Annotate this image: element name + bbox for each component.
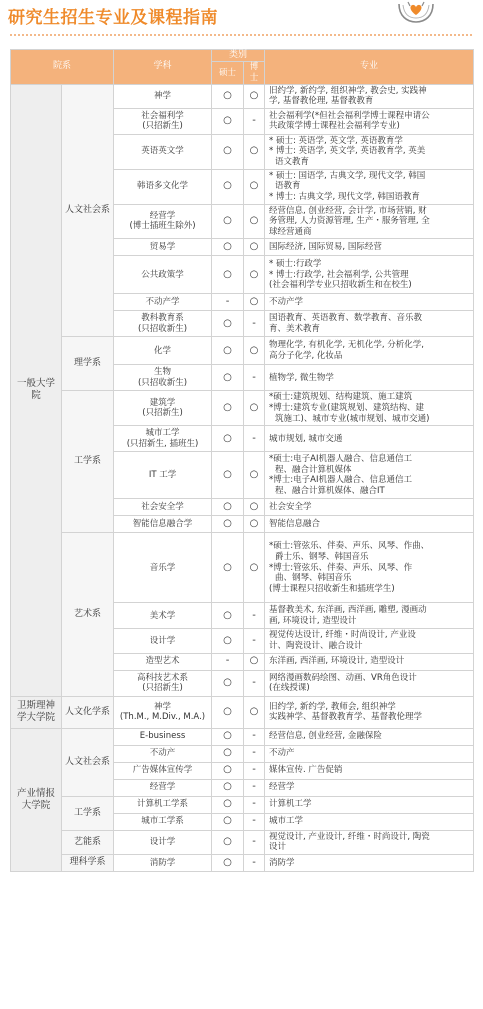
- subject-cell: [114, 796, 212, 813]
- subject-cell: [114, 452, 212, 499]
- master-mark: ○: [212, 256, 244, 294]
- doctor-mark: ○: [244, 84, 265, 108]
- major-line: * 硕士: 国语学, 古典文学, 现代文学, 韩国: [269, 170, 426, 181]
- subject-cell: [114, 108, 212, 134]
- subject-cell: [114, 533, 212, 603]
- doctor-mark: ○: [244, 204, 265, 239]
- subject-line: 教科教育系: [141, 313, 184, 324]
- major-line: (社会福利学专业只招收新生和在校生): [269, 280, 412, 291]
- major-line: 不动产: [269, 748, 295, 759]
- master-mark: ○: [212, 239, 244, 256]
- subject-line: 社会福利学: [141, 110, 184, 121]
- major-line: 社会福利学(*但社会福利学博士课程申请公: [269, 110, 430, 121]
- major-line: 计算机工学: [269, 799, 312, 810]
- master-mark: ○: [212, 169, 244, 204]
- major-line: 曲、钢琴、韩国音乐: [275, 573, 352, 584]
- table-row: [11, 533, 474, 603]
- major-line: 智能信息融合: [269, 519, 321, 530]
- major-line: *博士:管弦乐、伴奏、声乐、风琴、作: [269, 562, 413, 573]
- subject-line: 设计学: [149, 635, 176, 646]
- subject-cell: [114, 603, 212, 629]
- major-cell: [265, 256, 474, 294]
- major-cell: [265, 499, 474, 516]
- subject-cell: [114, 294, 212, 311]
- title-divider: [10, 34, 472, 36]
- subject-cell: [114, 516, 212, 533]
- master-mark: ○: [212, 696, 244, 728]
- subject-line: 美术学: [149, 610, 176, 621]
- major-line: 设计: [269, 842, 287, 853]
- subject-line: 神学: [154, 701, 172, 712]
- major-cell: [265, 603, 474, 629]
- subject-line: 社会安全学: [141, 502, 184, 513]
- subject-cell: [114, 629, 212, 653]
- subject-line: 音乐学: [149, 562, 176, 573]
- dept-cell: 人文社会系: [62, 728, 114, 796]
- master-mark: ○: [212, 779, 244, 796]
- major-cell: [265, 779, 474, 796]
- header-dept: 学科: [114, 50, 212, 85]
- major-cell: [265, 696, 474, 728]
- major-cell: [265, 533, 474, 603]
- major-cell: [265, 169, 474, 204]
- table-row: [11, 854, 474, 871]
- college-cell: 一般大学院: [11, 84, 62, 696]
- doctor-mark: ○: [244, 337, 265, 365]
- dept-cell: 艺能系: [62, 830, 114, 854]
- doctor-mark: -: [244, 603, 265, 629]
- major-cell: [265, 745, 474, 762]
- major-cell: [265, 516, 474, 533]
- major-line: 计、陶瓷设计、融合设计: [269, 641, 363, 651]
- subject-cell: [114, 391, 212, 426]
- subject-cell: [114, 337, 212, 365]
- major-line: 社会安全学: [269, 502, 312, 513]
- major-line: *博士:建筑专业(建筑规划、建筑结构、建: [269, 403, 424, 414]
- major-line: 视觉传达设计, 纤维・时尚设计, 产业设: [269, 630, 416, 641]
- subject-cell: [114, 311, 212, 337]
- doctor-mark: -: [244, 728, 265, 745]
- major-cell: [265, 629, 474, 653]
- major-line: 球经营通商: [269, 226, 312, 237]
- major-line: 高分子化学, 化妆品: [269, 350, 343, 361]
- major-line: 城市工学: [269, 816, 304, 827]
- major-line: 程、融合计算机媒体: [275, 464, 352, 475]
- major-line: * 硕士: 英语学, 英文学, 英语教育学: [269, 135, 403, 146]
- master-mark: ○: [212, 134, 244, 169]
- subject-cell: [114, 813, 212, 830]
- master-mark: ○: [212, 391, 244, 426]
- major-line: * 博士: 古典文学, 现代文学, 韩国语教育: [269, 191, 420, 202]
- subject-cell: [114, 779, 212, 796]
- subject-cell: [114, 239, 212, 256]
- subject-line: 神学: [154, 90, 172, 101]
- major-line: 城市规划, 城市交通: [269, 433, 343, 444]
- dept-cell: 理科学系: [62, 854, 114, 871]
- doctor-mark: -: [244, 108, 265, 134]
- subject-line: (Th.M., M.Div., M.A.): [119, 712, 206, 723]
- doctor-mark: -: [244, 854, 265, 871]
- subject-line: 生物: [154, 367, 172, 378]
- major-cell: [265, 84, 474, 108]
- major-cell: [265, 426, 474, 452]
- master-mark: -: [212, 294, 244, 311]
- doctor-mark: ○: [244, 696, 265, 728]
- major-line: 植物学, 微生物学: [269, 372, 334, 383]
- major-line: * 硕士:行政学: [269, 258, 322, 269]
- major-line: 旧约学, 新约学, 教师会, 组织神学: [269, 701, 396, 712]
- subject-line: 消防学: [149, 857, 176, 868]
- subject-line: (只招新生): [142, 121, 183, 132]
- major-cell: [265, 830, 474, 854]
- doctor-mark: -: [244, 796, 265, 813]
- master-mark: ○: [212, 854, 244, 871]
- major-cell: [265, 391, 474, 426]
- major-line: 视觉设计, 产业设计, 纤维・时尚设计, 陶瓷: [269, 831, 430, 842]
- doctor-mark: -: [244, 365, 265, 391]
- master-mark: ○: [212, 311, 244, 337]
- major-cell: [265, 796, 474, 813]
- doctor-mark: -: [244, 629, 265, 653]
- page-title: 研究生招生专业及课程指南: [8, 8, 218, 28]
- major-line: * 博士:行政学, 社会福利学, 公共管理: [269, 269, 409, 280]
- major-line: 务管理, 人力资源管理, 生产・服务管理, 全: [269, 216, 430, 227]
- doctor-mark: -: [244, 745, 265, 762]
- major-cell: [265, 365, 474, 391]
- subject-line: (只招收新生): [137, 323, 188, 334]
- major-cell: [265, 452, 474, 499]
- subject-line: (只招新生, 插班生): [126, 438, 199, 449]
- subject-cell: [114, 745, 212, 762]
- header-master: 硕士: [212, 62, 244, 84]
- major-line: 基督教美术, 东洋画, 西洋画, 雕塑, 漫画动: [269, 605, 427, 616]
- subject-cell: [114, 365, 212, 391]
- master-mark: ○: [212, 84, 244, 108]
- doctor-mark: -: [244, 830, 265, 854]
- doctor-mark: -: [244, 311, 265, 337]
- subject-line: 化学: [154, 345, 172, 356]
- subject-line: 设计学: [149, 836, 176, 847]
- table-row: [11, 728, 474, 745]
- doctor-mark: -: [244, 813, 265, 830]
- subject-line: 韩语多文化学: [137, 181, 189, 192]
- master-mark: ○: [212, 813, 244, 830]
- major-cell: [265, 239, 474, 256]
- subject-cell: [114, 134, 212, 169]
- dept-cell: 人文化学系: [62, 696, 114, 728]
- doctor-mark: ○: [244, 653, 265, 670]
- doctor-mark: -: [244, 670, 265, 696]
- major-line: 经营信息, 创业经营, 金融保险: [269, 731, 382, 742]
- major-line: 国际经济, 国际贸易, 国际经营: [269, 242, 382, 253]
- subject-line: 贸易学: [149, 242, 176, 253]
- master-mark: ○: [212, 629, 244, 653]
- subject-line: 城市工学系: [141, 816, 184, 827]
- subject-line: (博士插班生除外): [129, 221, 196, 232]
- major-cell: [265, 134, 474, 169]
- subject-cell: [114, 653, 212, 670]
- subject-line: IT 工学: [148, 470, 177, 481]
- subject-line: 经营学: [149, 782, 176, 793]
- major-line: *博士:电子AI机器人融合、信息通信工: [269, 475, 412, 486]
- subject-cell: [114, 696, 212, 728]
- major-cell: [265, 204, 474, 239]
- major-line: *硕士:电子AI机器人融合、信息通信工: [269, 454, 412, 465]
- subject-line: 计算机工学系: [137, 799, 189, 810]
- doctor-mark: -: [244, 426, 265, 452]
- subject-line: 造型艺术: [145, 656, 180, 667]
- table-row: [11, 796, 474, 813]
- subject-line: 英语英文学: [141, 146, 184, 157]
- subject-line: 广告媒体宣传学: [132, 765, 193, 776]
- major-cell: [265, 337, 474, 365]
- master-mark: ○: [212, 365, 244, 391]
- major-line: 不动产学: [269, 297, 304, 308]
- major-line: 物理化学, 有机化学, 无机化学, 分析化学,: [269, 340, 424, 351]
- college-cell: 产业情报大学院: [11, 728, 62, 871]
- program-table: [10, 49, 474, 872]
- major-line: * 博士: 英语学, 英文学, 英语教育学, 英美: [269, 146, 426, 157]
- doctor-mark: ○: [244, 134, 265, 169]
- master-mark: -: [212, 653, 244, 670]
- master-mark: ○: [212, 728, 244, 745]
- master-mark: ○: [212, 452, 244, 499]
- master-mark: ○: [212, 603, 244, 629]
- major-line: 经营学: [269, 782, 295, 793]
- major-cell: [265, 854, 474, 871]
- header-major: 专业: [265, 50, 474, 85]
- major-line: 育、美术教育: [269, 323, 321, 334]
- subject-line: (只招新生): [142, 408, 183, 419]
- major-line: 国语教育、英语教育、数学教育、音乐教: [269, 313, 423, 324]
- table-row: [11, 830, 474, 854]
- doctor-mark: ○: [244, 294, 265, 311]
- doctor-mark: ○: [244, 533, 265, 603]
- table-row: [11, 337, 474, 365]
- dept-cell: 工学系: [62, 796, 114, 830]
- header-category: 类别: [212, 50, 265, 62]
- dept-cell: 艺术系: [62, 533, 114, 696]
- subject-line: 公共政策学: [141, 269, 184, 280]
- major-line: 消防学: [269, 857, 295, 868]
- master-mark: ○: [212, 533, 244, 603]
- master-mark: ○: [212, 337, 244, 365]
- table-row: [11, 696, 474, 728]
- major-line: 经营信息, 创业经营, 会计学, 市场营销, 财: [269, 205, 427, 216]
- subject-line: 不动产: [149, 748, 176, 759]
- major-line: 爵士乐、钢琴、韩国音乐: [275, 551, 369, 562]
- doctor-mark: ○: [244, 391, 265, 426]
- subject-cell: [114, 499, 212, 516]
- major-line: 共政策学博士课程社会福利学专业): [269, 121, 400, 132]
- header-doctor: 博士: [244, 62, 265, 84]
- major-line: *硕士:管弦乐、伴奏、声乐、风琴、作曲、: [269, 541, 430, 552]
- subject-cell: [114, 728, 212, 745]
- table-row: [11, 84, 474, 108]
- master-mark: ○: [212, 796, 244, 813]
- table-row: [11, 391, 474, 426]
- major-line: 程、融合计算机媒体、融合IT: [275, 486, 385, 496]
- major-line: 语文教育: [275, 157, 310, 167]
- doctor-mark: -: [244, 762, 265, 779]
- doctor-mark: ○: [244, 256, 265, 294]
- master-mark: ○: [212, 670, 244, 696]
- master-mark: ○: [212, 516, 244, 533]
- subject-cell: [114, 830, 212, 854]
- subject-line: (只招收新生): [137, 377, 188, 388]
- doctor-mark: ○: [244, 499, 265, 516]
- major-line: 画, 环境设计, 造型设计: [269, 615, 357, 626]
- major-cell: [265, 653, 474, 670]
- subject-cell: [114, 426, 212, 452]
- subject-line: E-business: [139, 731, 186, 742]
- dept-cell: 人文社会系: [62, 84, 114, 337]
- header-college: 院系: [11, 50, 114, 85]
- major-cell: [265, 762, 474, 779]
- subject-cell: [114, 84, 212, 108]
- master-mark: ○: [212, 830, 244, 854]
- master-mark: ○: [212, 426, 244, 452]
- doctor-mark: ○: [244, 169, 265, 204]
- subject-cell: [114, 854, 212, 871]
- subject-line: 建筑学: [149, 397, 176, 408]
- doctor-mark: -: [244, 779, 265, 796]
- major-line: 旧约学, 新约学, 组织神学, 教会史, 实践神: [269, 85, 427, 96]
- master-mark: ○: [212, 204, 244, 239]
- major-line: 东洋画, 西洋画, 环境设计, 造型设计: [269, 656, 405, 667]
- header-row: [11, 50, 474, 62]
- subject-cell: [114, 256, 212, 294]
- major-cell: [265, 311, 474, 337]
- subject-cell: [114, 670, 212, 696]
- dept-cell: 工学系: [62, 391, 114, 533]
- subject-cell: [114, 169, 212, 204]
- subject-line: (只招新生): [142, 683, 183, 694]
- major-cell: [265, 728, 474, 745]
- master-mark: ○: [212, 745, 244, 762]
- subject-line: 城市工学: [145, 428, 180, 439]
- major-line: (博士课程只招收新生和插班学生): [269, 583, 395, 594]
- major-cell: [265, 294, 474, 311]
- major-line: 媒体宣传. 广告促销: [269, 765, 343, 776]
- subject-cell: [114, 762, 212, 779]
- major-cell: [265, 108, 474, 134]
- subject-line: 高科技艺术系: [137, 672, 189, 683]
- doctor-mark: ○: [244, 452, 265, 499]
- college-cell: 卫斯理神学大学院: [11, 696, 62, 728]
- major-cell: [265, 670, 474, 696]
- major-line: (在线授课): [269, 683, 310, 694]
- major-cell: [265, 813, 474, 830]
- subject-line: 经营学: [149, 210, 176, 221]
- subject-line: 智能信息融合学: [132, 519, 193, 530]
- master-mark: ○: [212, 499, 244, 516]
- major-line: 语教育: [275, 181, 301, 192]
- master-mark: ○: [212, 108, 244, 134]
- subject-cell: [114, 204, 212, 239]
- major-line: *硕士:建筑规划、结构建筑、施工建筑: [269, 392, 413, 403]
- major-line: 网络漫画数码绘图、动画、VR角色设计: [269, 672, 417, 683]
- hands-heart-logo-icon: [395, 0, 437, 24]
- major-line: 实践神学、基督教教育学、基督教伦理学: [269, 712, 423, 723]
- dept-cell: 理学系: [62, 337, 114, 391]
- subject-line: 不动产学: [145, 297, 180, 308]
- major-line: 学, 基督教伦理, 基督教教育: [269, 96, 374, 107]
- doctor-mark: ○: [244, 516, 265, 533]
- major-line: 筑施工)、城市专业(城市规划、城市交通): [275, 413, 430, 424]
- master-mark: ○: [212, 762, 244, 779]
- doctor-mark: ○: [244, 239, 265, 256]
